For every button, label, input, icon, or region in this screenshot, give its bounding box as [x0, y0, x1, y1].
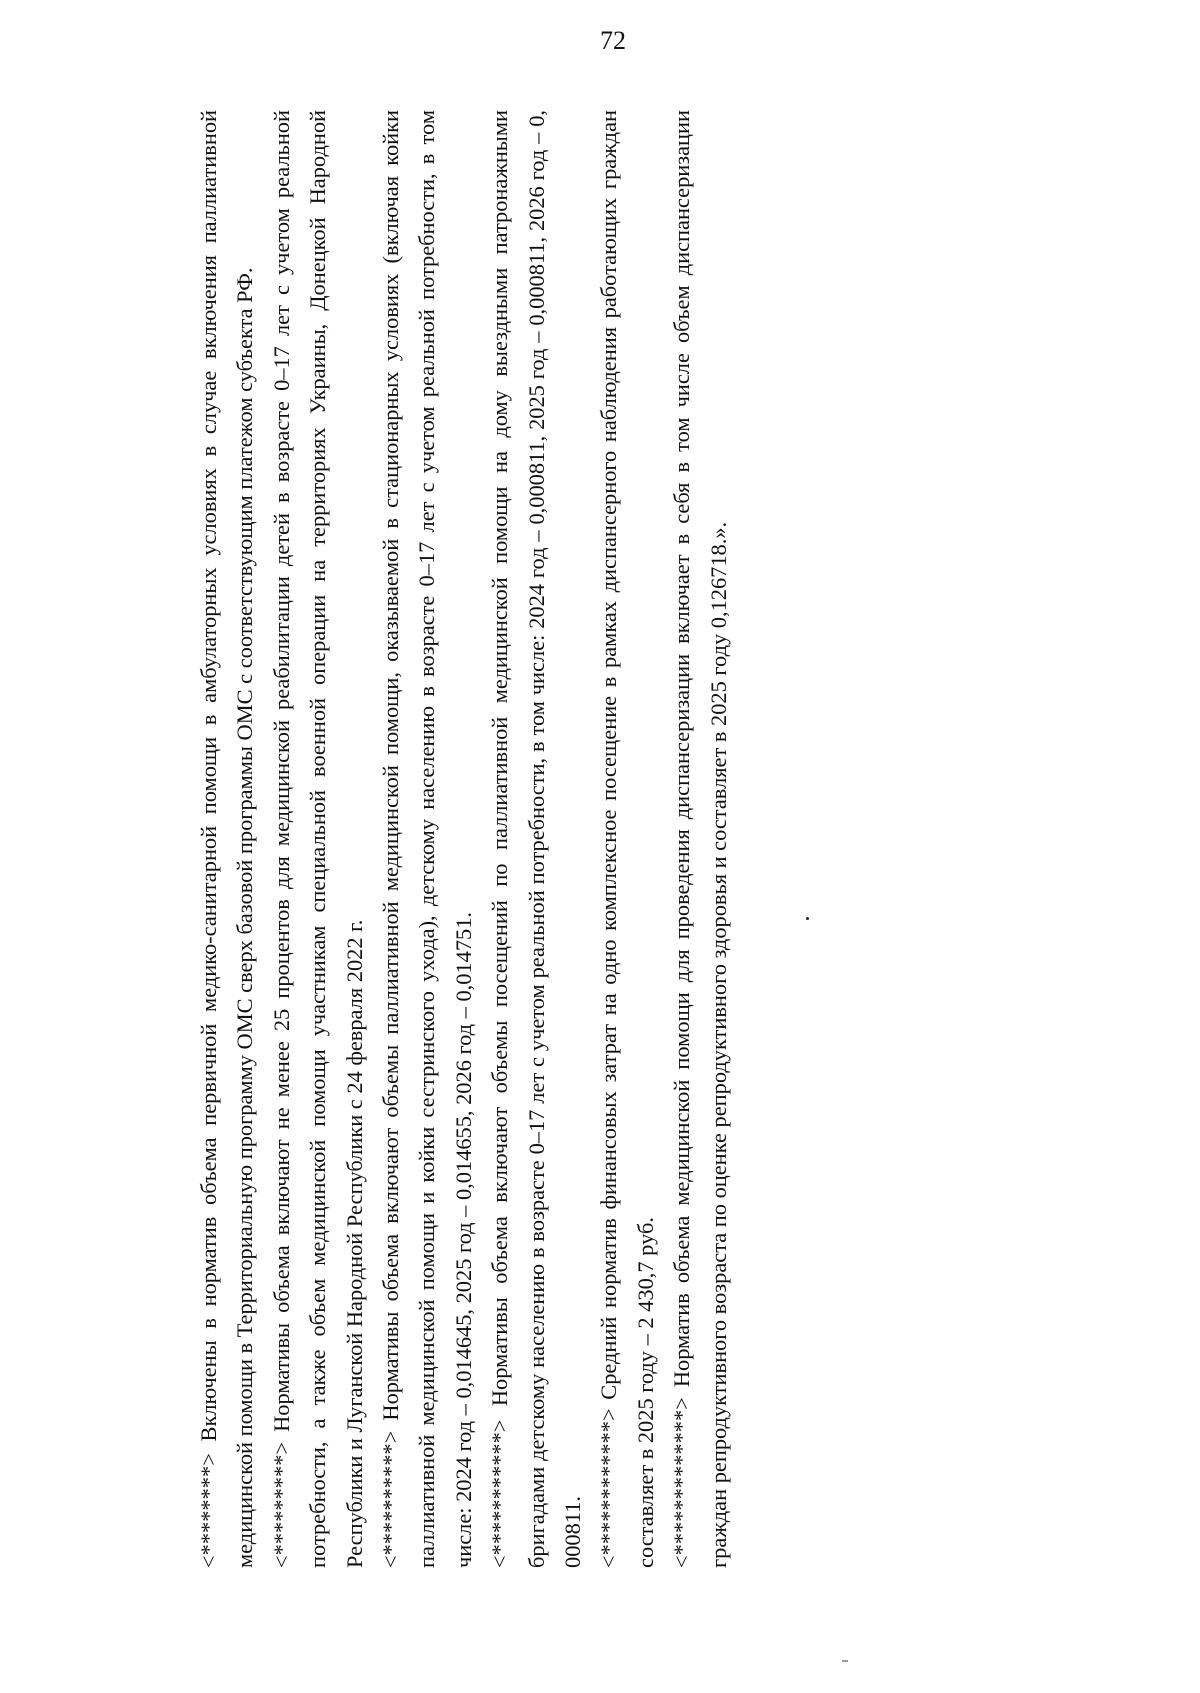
page-number: 72 — [600, 26, 626, 55]
footnote-11-stars: <***********> Нормативы объема включают объемы посещений по паллиативной медицинской помощи на дому выездными патронажными бригадами детскому населению в возрасте 0–17 лет с учетом реальной потребности, в том числе: 2024 год – 0,000811, 2025 год – 0,000811, 2026 год – 0, 000811. — [487, 110, 586, 1568]
footnote-10-stars: <**********> Нормативы объема включают объемы паллиативной медицинской помощи, оказываемой в стационарных условиях (включая койки паллиативной медицинской помощи и койки сестринского ухода), детскому населению в возрасте 0–17 лет с учетом реальной потребности, в том числе: 2024 год – 0,014645, 2025 год – 0,014655, 2026 год – 0,014751. — [378, 110, 476, 1568]
footnote-12-stars: <************> Средний норматив финансовых затрат на одно комплексное посещение в рамках диспансерного наблюдения работающих граждан составляет в 2025 году – 2 430,7 руб. — [596, 110, 658, 1568]
footnote-13-stars: <*************> Норматив объема медицинской помощи для проведения диспансеризации включает в себя в том числе объем диспансеризации граждан репродуктивного возраста по оценке репродуктивного здоровья и составляет в 2025 году 0,126718.». — [669, 110, 731, 1568]
footnote-9-stars: <*********> Нормативы объема включают не менее 25 процентов для медицинской реабилитации детей в возрасте 0–17 лет с учетом реальной потребности, а также объем медицинской помощи участникам специальной военной операции на территориях Украины, Донецкой Народной Республики и Луганской Народной Республики с 24 февраля 2022 г. — [268, 110, 367, 1568]
footnotes-block — [191, 110, 737, 1568]
stray-dot-mark — [806, 917, 809, 920]
scan-edge-mark — [842, 1660, 848, 1662]
footnote-8-stars: <********> Включены в норматив объема первичной медико-санитарной помощи в амбулаторных условиях в случае включения паллиативной медицинской помощи в Территориальную программу ОМС сверх базовой программы ОМС с соответствующим платежом субъекта РФ. — [196, 110, 258, 1568]
